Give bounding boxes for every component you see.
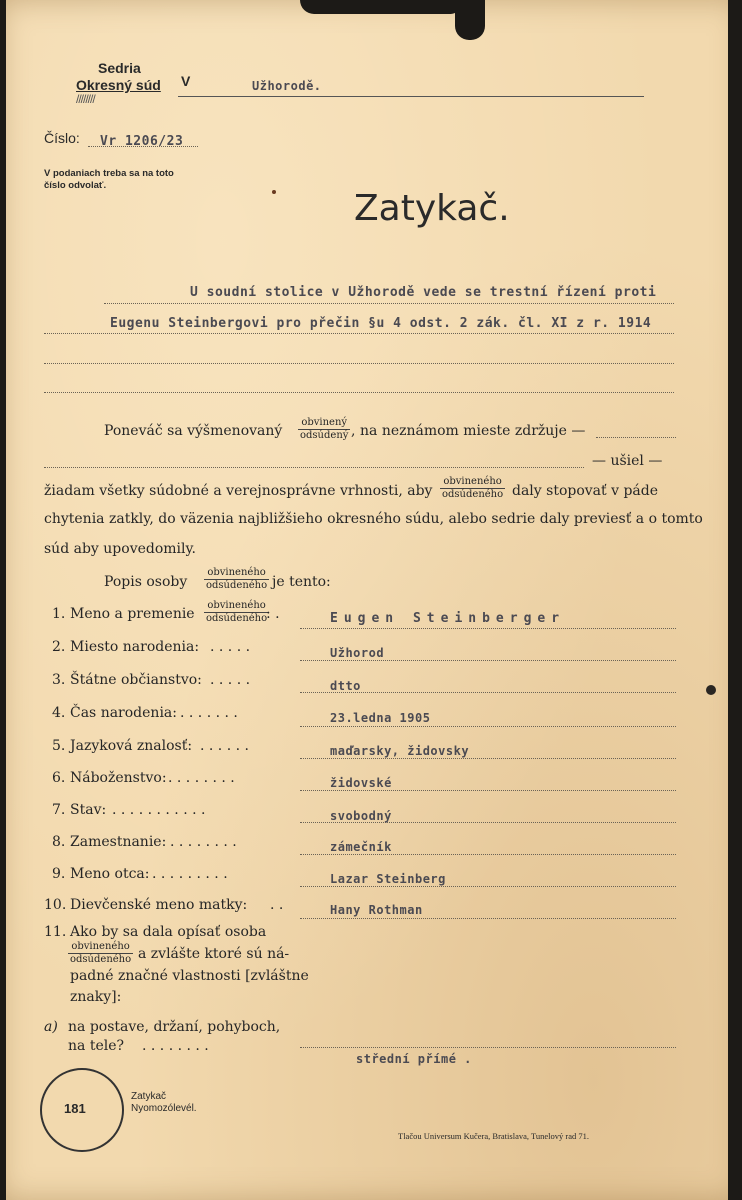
field-number: 4. [52, 705, 66, 721]
field-number: 9. [52, 866, 66, 882]
field-line [300, 918, 676, 919]
field-11-number: 11. [44, 924, 67, 940]
printer-note: Tlačou Universum Kučera, Bratislava, Tunelový rad 71. [398, 1131, 589, 1141]
field-label: Zamestnanie: [70, 834, 167, 850]
field-dots: . . . . . . [200, 738, 249, 754]
paragraph-line-5-text: súd aby upovedomily. [44, 541, 197, 557]
field-line [300, 886, 676, 887]
field-label: Čas narodenia: [70, 705, 177, 721]
document-page: Sedria Okresný súd //////// V Užhorodě. Číslo: Vr 1206/23 V podaniach treba sa na toto číslo odvolať. Zatykač. U soudní stolice v Užhorodě vede se trestní řízení proti Eugenu Steinbergovi pro přečin §u 4 odst. 2 zák. čl. XI z r. 1914 Poneváč sa výšmenovaný obvinený odsúdený , na neznámom mieste zdržuje — — ušiel — žiadam všetky súdobné a verejnosprávne vrhnosti, aby obvineného odsúdeného daly stopovať v páde chytenia zatkly, do väzenia najbližšieho okresného súdu, alebo sedrie daly previesť a o tomto súd aby upovedomily. Popis osoby obvineného odsúdeného je tento: 1. Meno a premenie obvineného odsúdeného : . Eugen Steinberger 2. Miesto narodenia: . . . . . Užhorod 3. Štátne občianstvo: . . . . . dtto 4. Čas narodenia: . . . . . . . 23.ledna 1905 5. Jazyková znalosť: . . . . . . maďarsky, židovsky 6. Náboženstvo: . . . . . . . . židovské 7. Stav: . . . . . . . . . . . svobodný 8. Zamestnanie: . . . . . . . . zámečník 9. Meno otca: . . . . . . . . . Lazar Steinberg 10. Dievčenské meno matky: . . Hany Rothman 11. Ako by sa dala opísať osoba obvineného odsúdeného a zvlášte ktoré sú ná- padné značné vlastnosti [zvláštne znaky]: a) na postave, držaní, pohyboch, na tele? . . . . . . . . střední přímé . 181 Zatykač Nyomozólevél. Tlačou Universum Kučera, Bratislava, Tunelový rad 71. [0, 0, 742, 1200]
field-dots: . . [270, 897, 284, 913]
fraction-description-top: obvineného [204, 567, 269, 580]
field-value: maďarsky, židovsky [330, 744, 470, 758]
field-value: Eugen Steinberger [330, 611, 566, 626]
field-11-line-4: znaky]: [70, 989, 122, 1005]
field-label: Meno a premenie [70, 606, 195, 622]
torn-edge-notch [455, 0, 485, 40]
paragraph-line-2 [44, 467, 584, 468]
punch-hole [706, 685, 716, 695]
paragraph-start: Poneváč sa výšmenovaný [104, 423, 283, 439]
field-11a-dots: . . . . . . . . [142, 1038, 209, 1054]
form-name-2: Nyomozólevél. [131, 1103, 197, 1114]
field-11-line-3: padné značné vlastnosti [zvláštne [70, 968, 309, 984]
intro-line-3 [44, 363, 674, 364]
torn-edge-left [0, 0, 6, 1200]
field-11-fraction-bottom: odsúdeného [70, 954, 132, 965]
field-line [300, 790, 676, 791]
fraction-accused-2-top: obvineného [440, 476, 505, 489]
court-place-line [178, 96, 644, 97]
field-line [300, 758, 676, 759]
field-line [300, 854, 676, 855]
court-prefix: V [181, 73, 191, 89]
field-dots: . . . . . [210, 672, 251, 688]
field-number: 7. [52, 802, 66, 818]
fraction-accused-1-bottom: odsúdený [300, 430, 349, 441]
field-1-fraction-top: obvineného [204, 600, 269, 613]
form-number: 181 [64, 1101, 86, 1116]
field-11-fraction [68, 941, 133, 966]
document-title: Zatykač. [354, 188, 510, 229]
field-value: Lazar Steinberg [330, 872, 446, 886]
field-11-fraction-top: obvineného [68, 941, 133, 954]
field-number: 2. [52, 639, 66, 655]
field-number: 10. [44, 897, 67, 913]
intro-text-2: Eugenu Steinbergovi pro přečin §u 4 odst. 2 zák. čl. XI z r. 1914 [110, 316, 652, 331]
description-intro-end: je tento: [272, 574, 331, 590]
field-dots: . . . . . . . . . [152, 866, 228, 882]
strike-mark: //////// [76, 92, 95, 106]
number-value: Vr 1206/23 [100, 134, 184, 149]
intro-text-1: U soudní stolice v Užhorodě vede se trestní řízení proti [190, 285, 657, 300]
field-line [300, 660, 676, 661]
field-label: Miesto narodenia: [70, 639, 200, 655]
fraction-accused-1-top: obvinený [298, 417, 350, 430]
field-value: 23.ledna 1905 [330, 711, 431, 725]
field-11-line-1: Ako by sa dala opísať osoba [70, 924, 267, 940]
field-label: Štátne občianstvo: [70, 672, 202, 688]
field-11a-value: střední přímé . [356, 1052, 472, 1066]
paragraph-line-4-text: chytenia zatkly, do väzenia najbližšieho okresného súdu, alebo sedrie daly previesť a o tomto [44, 511, 703, 527]
court-bottom-label: Okresný súd [76, 77, 161, 93]
field-11a-line [300, 1047, 676, 1048]
fraction-accused-2 [440, 476, 505, 501]
field-11a-letter: a) [44, 1019, 58, 1035]
field-11a-line-2: na tele? [68, 1038, 124, 1054]
court-place-value: Užhorodě. [252, 79, 322, 93]
field-number: 3. [52, 672, 66, 688]
reference-note: V podaniach treba sa na toto číslo odvolať. [44, 168, 174, 191]
field-label: Meno otca: [70, 866, 150, 882]
field-label: Jazyková znalosť: [70, 738, 193, 754]
field-dots: . . . . . [210, 639, 251, 655]
paragraph-location: na neznámom mieste zdržuje — [360, 423, 586, 439]
intro-line-4 [44, 392, 674, 393]
torn-edge-top [300, 0, 460, 14]
fraction-accused-2-bottom: odsúdeného [442, 489, 504, 500]
field-line [300, 726, 676, 727]
field-number: 5. [52, 738, 66, 754]
description-intro: Popis osoby [104, 574, 188, 590]
field-dots: . . . . . . . . [168, 770, 235, 786]
paragraph-track: daly stopovať v páde [512, 483, 659, 499]
field-number: 6. [52, 770, 66, 786]
field-11-line-2: a zvlášte ktoré sú ná- [138, 946, 290, 962]
field-label: Stav: [70, 802, 107, 818]
fraction-description-bottom: odsúdeného [206, 580, 268, 591]
field-value: svobodný [330, 809, 392, 823]
ink-dot [272, 190, 276, 194]
field-label: Dievčenské meno matky: [70, 897, 248, 913]
field-11a-line-1: na postave, držaní, pohyboch, [68, 1019, 281, 1035]
field-dots: : . [266, 606, 280, 622]
field-value: Hany Rothman [330, 903, 423, 917]
field-dots: . . . . . . . . . . . [112, 802, 206, 818]
court-top-label: Sedria [98, 60, 141, 76]
paragraph-escaped: — ušiel — [592, 453, 663, 469]
field-value: zámečník [330, 840, 392, 854]
field-1-fraction-bottom: odsúdeného [206, 613, 268, 624]
field-value: dtto [330, 679, 361, 693]
field-number: 1. [52, 606, 66, 622]
intro-line-1 [104, 303, 674, 304]
paragraph-line-1 [596, 437, 676, 438]
paragraph-request: žiadam všetky súdobné a verejnosprávne vrhnosti, aby [44, 483, 433, 499]
fraction-accused-1 [298, 417, 350, 442]
field-dots: . . . . . . . [180, 705, 238, 721]
fraction-description [204, 567, 269, 592]
number-label: Číslo: [44, 130, 80, 146]
field-value: Užhorod [330, 646, 385, 660]
intro-line-2 [44, 333, 674, 334]
field-1-fraction [204, 600, 269, 625]
field-label: Náboženstvo: [70, 770, 167, 786]
field-dots: . . . . . . . . [170, 834, 237, 850]
form-name-1: Zatykač [131, 1091, 167, 1102]
field-line [300, 628, 676, 629]
field-number: 8. [52, 834, 66, 850]
torn-edge-right [728, 0, 742, 1200]
field-value: židovské [330, 776, 392, 790]
